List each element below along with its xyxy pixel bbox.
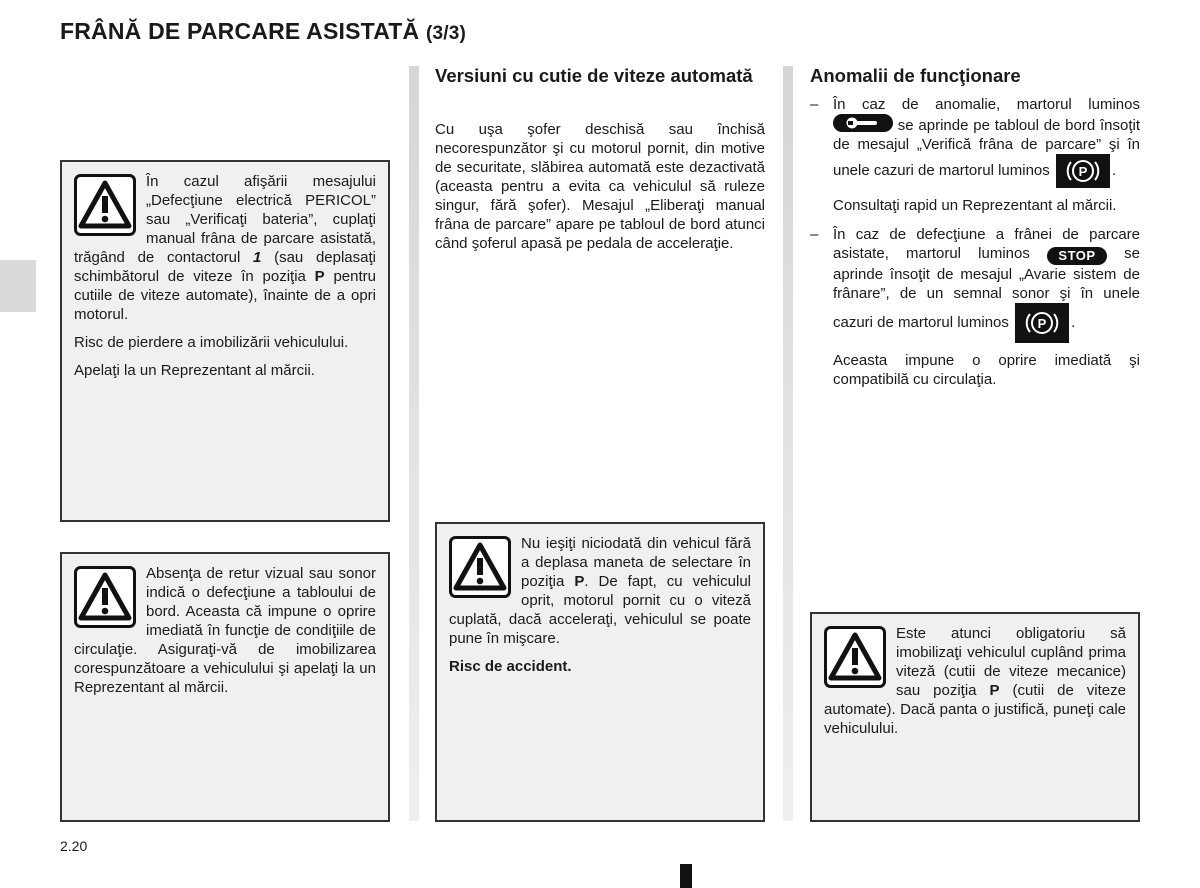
- svg-text:P: P: [1037, 316, 1047, 331]
- box2-paragraph-1: Absenţa de retur vizual sau sonor indică o defecţiune a tabloului de bord. Aceasta că impune o oprire imediată în funcţie de condiţiile de circulaţie. Asiguraţi-vă de imobilizarea corespunzătoare a vehiculului şi apelaţi la un Reprezentant al mărcii.: [74, 565, 376, 696]
- box1-paragraph-2: Risc de pierdere a imobilizării vehiculului.: [74, 334, 349, 351]
- box3-paragraph-1: Nu ieşiţi niciodată din vehicul fără a deplasa maneta de selectare în poziţia P. De fapt, cu vehiculul oprit, motorul pornit cu o viteză cuplată, dacă acceleraţi, vehiculul se poate pune în mişcare.: [449, 535, 751, 647]
- page-title: [60, 18, 466, 45]
- chapter-tab: [0, 260, 36, 312]
- parking-brake-warning-light-icon: [1015, 303, 1069, 343]
- warning-box-no-feedback: [60, 552, 390, 822]
- warning-triangle-icon: [449, 536, 511, 598]
- parking-brake-warning-light-icon: [1056, 154, 1110, 188]
- list-item: – În caz de anomalie, martorul luminos se aprinde pe tabloul de bord însoţit de mesajul „Verifică frâna de parcare” şi în unele cazuri de martorul luminos P . Consultaţi rapid un Reprezentant al mărcii.: [810, 96, 1141, 214]
- box1-paragraph-1: În cazul afişării mesajului „Defecţiune electrică PERICOL” sau „Verificaţi bateria”, cuplaţi manual frâna de parcare asistată, trăgând de contactorul 1 (sau deplasaţi schimbătorul de viteze în poziţia P pentru cutiile de viteze automate), înainte de a opri motorul.: [74, 173, 376, 323]
- list-item: – În caz de defecţiune a frânei de parcare asistate, martorul luminos STOP se aprinde însoţit de mesajul „Avarie sistem de frânare”, de un semnal sonor şi în unele cazuri de martorul luminos P . Aceasta impune o oprire imediată şi compatibilă cu circulaţia.: [810, 226, 1141, 388]
- warning-triangle-icon: [824, 626, 886, 688]
- page-edge-marker: [680, 864, 692, 888]
- column-divider-left: [409, 66, 419, 821]
- box4-paragraph-1: Este atunci obligatoriu să imobilizaţi vehiculul cuplând prima viteză (cutii de viteze mecanice) sau poziţia P (cutii de viteze automate). Dacă panta o justifică, puneţi cale vehiculului.: [824, 625, 1126, 737]
- section-title-automatic: Versiuni cu cutie de viteze automată: [435, 65, 753, 86]
- warning-triangle-icon: [74, 566, 136, 628]
- warning-box-leave-vehicle: [435, 522, 765, 822]
- section-title-anomalies: Anomalii de funcţionare: [810, 65, 1021, 86]
- wrench-warning-light-icon: [833, 114, 893, 132]
- stop-warning-light-icon: STOP: [1047, 247, 1107, 265]
- page-title-text: FRÂNĂ DE PARCARE ASISTATĂ: [60, 18, 420, 44]
- page-title-suffix: (3/3): [425, 23, 467, 44]
- warning-box-battery: [60, 160, 390, 522]
- warning-triangle-icon: [74, 174, 136, 236]
- warning-box-immobilize: [810, 612, 1140, 822]
- box1-paragraph-3: Apelaţi la un Reprezentant al mărcii.: [74, 362, 315, 379]
- svg-text:P: P: [1078, 164, 1088, 179]
- column-divider-right: [783, 66, 793, 821]
- box3-paragraph-2: Risc de accident.: [449, 658, 572, 675]
- page-number: 2.20: [60, 838, 88, 854]
- section-body-automatic: Cu uşa şofer deschisă sau închisă necorespunzător şi cu motorul pornit, din motive de securitate, slăbirea automată este dezactivată (aceasta pentru a evita ca vehiculul să ruleze singur, fără şofer). Mesajul „Eliberaţi manual frâna de parcare” apare pe tabloul de bord atunci când şoferul apasă pe pedala de acceleraţie.: [435, 121, 765, 252]
- anomalies-list: [810, 95, 1140, 389]
